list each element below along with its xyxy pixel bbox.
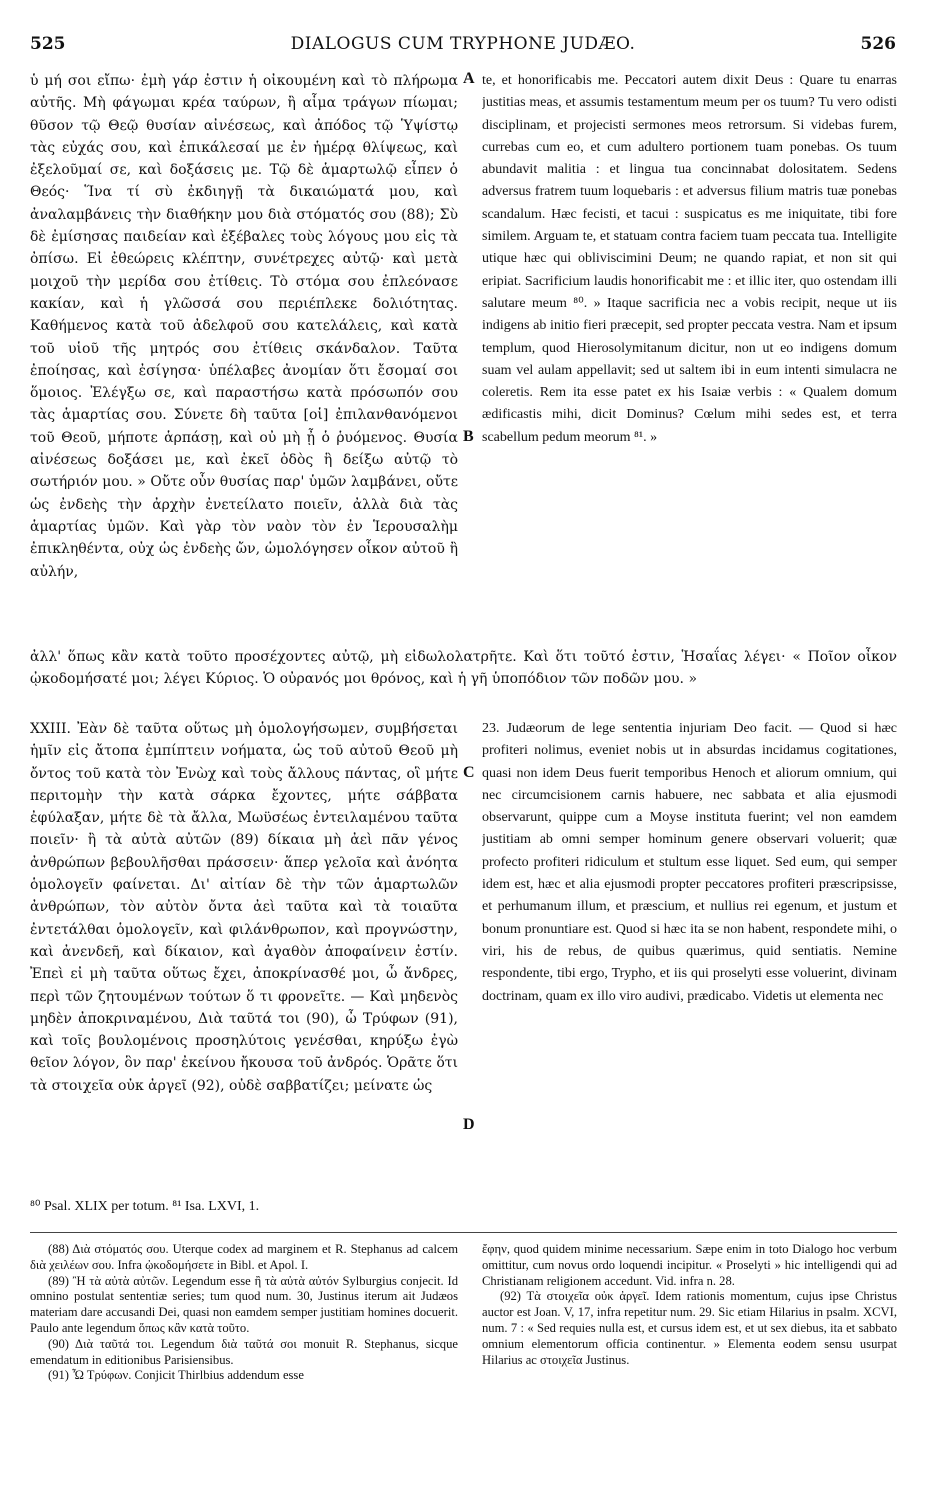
greek-column-top bbox=[30, 70, 458, 630]
running-title: DIALOGUS CUM TRYPHONE JUDÆO. bbox=[290, 34, 636, 54]
footnotes-left bbox=[30, 1242, 458, 1497]
footnote-91: (91) Ὦ Τρύφων. Conjicit Thirlbius addendum esse bbox=[48, 1368, 304, 1383]
greek-text-top: ὑ μή σοι εἴπω· ἐμὴ γάρ ἐστιν ἡ οἰκουμένη καὶ τὸ πλήρωμα αὐτῆς. Μὴ φάγωμαι κρέα ταύρων, ἢ αἷμα τράγων πίωμαι; θῦσον τῷ Θεῷ θυσίαν αἰνέσεως, καὶ ἀπόδος τῷ Ὑψίστῳ τὰς εὐχάς σου, καὶ ἐπικάλεσαί με ἐν ἡμέρᾳ θλίψεως, καὶ ἐξελοῦμαί σε, καὶ δοξάσεις με. Τῷ δὲ ἁμαρτωλῷ εἶπεν ὁ Θεός· Ἵνα τί σὺ ἐκδιηγῇ τὰ δικαιώματά μου, καὶ ἀναλαμβάνεις τὴν διαθήκην μου διὰ στόματός σου (88); Σὺ δὲ ἐμίσησας παιδείαν καὶ ἐξέβαλες τοὺς λόγους μου εἰς τὰ ὀπίσω. Εἰ ἐθεώρεις κλέπτην, συνέτρεχες αὐτῷ· καὶ μετὰ μοιχοῦ τὴν μερίδα σου ἐτίθεις. Τὸ στόμα σου ἐπλεόνασε κακίαν, καὶ ἡ γλῶσσά σου περιέπλεκε δολιότητας. Καθήμενος κατὰ τοῦ ἀδελφοῦ σου κατελάλεις, καὶ κατὰ τοῦ υἱοῦ τῆς μητρός σου ἐτίθεις σκάνδαλον. Ταῦτα ἐποίησας, καὶ ἐσίγησα· ὑπέλαβες ἀνομίαν ὅτι ἔσομαί σοι ὅμοιος. Ἐλέγξω σε, καὶ παραστήσω κατὰ πρόσωπόν σου τὰς ἁμαρτίας σου. Σύνετε δὴ ταῦτα [οἱ] ἐπιλανθανόμενοι τοῦ Θεοῦ, μήποτε ἁρπάσῃ, καὶ οὐ μὴ ᾖ ὁ ῥυόμενος. Θυσία αἰνέσεως δοξάσει με, καὶ ἐκεῖ ὁδὸς ἣ δείξω αὐτῷ τὸ σωτήριόν μου. » Οὔτε οὖν θυσίας παρ' ὑμῶν λαμβάνει, οὔτε ὡς ἐνδεὴς τὴν ἀρχὴν ἐνετείλατο ποιεῖν, ἀλλὰ διὰ τὰς ἁμαρτίας ὑμῶν. Καὶ γὰρ τὸν ναὸν τὸν ἐν Ἱερουσαλὴμ ἐπικληθέντα, οὐχ ὡς ἐνδεὴς ὤν, ὡμολόγησεν οἶκον αὐτοῦ ἢ αὐλήν, bbox=[30, 73, 458, 580]
footnote-91-continued: ἔφην, quod quidem minime necessarium. Sæpe enim in toto Dialogo hoc verbum omittitur, cum novus ordo loquendi incipitur. « Proselyti » hic intelligendi qui ad Christianam religionem accedunt. Vid. infra n. 28. bbox=[482, 1242, 897, 1288]
page-number-right: 526 bbox=[860, 34, 896, 54]
footnote-divider bbox=[30, 1232, 897, 1233]
margin-letter-a: A bbox=[463, 70, 475, 87]
greek-spanning-text bbox=[30, 646, 897, 712]
scripture-references: ⁸⁰ Psal. XLIX per totum. ⁸¹ Isa. LXVI, 1. bbox=[30, 1199, 260, 1214]
latin-text-top: te, et honorificabis me. Peccatori autem dixit Deus : Quare tu enarras justitias meas, et assumis testamentum meum per os tuum? Tu vero odisti disciplinam, et projecisti sermones meos retrorsum. Si videbas furem, currebas cum eo, et cum adultero portionem tuam ponebas. Os tuum abundavit malitia : et lingua tua concinnabat dolositatem. Sedens adversus fratrem tuum loquebaris : et adversus filium matris tuæ ponebas scandalum. Hæc fecisti, et tacui : suspicatus es me iniquitate, tibi fore similem. Arguam te, et statuam contra faciem tuam peccata tua. Intelligite utique hæc qui obliviscimini Deum; ne quando rapiat, et non sit qui eripiat. Sacrificium laudis honorificabit me : et illic iter, quo ostendam illi salutare meum ⁸⁰. » Itaque sacrificia nec a vobis recipit, neque ut iis indigens ab initio fieri præcepit, sed propter peccata vestra. Nam et ipsum templum, quod Hierosolymitanum dicitur, non ut eo indigens domum suam vel aulam appellavit; sed ut saltem ibi in eum intenti simulacra ne coleretis. Rem ita esse patet ex his Isaiæ verbis : « Qualem domum ædificastis mihi, dicit Dominus? Cœlum mihi sedes est, et terra scabellum pedum meorum ⁸¹. » bbox=[482, 73, 897, 445]
footnote-90: (90) Διὰ ταῦτά τοι. Legendum διὰ ταῦτά σοι monuit R. Stephanus, sicque emendatum in editionibus Parisiensibus. bbox=[30, 1336, 458, 1367]
latin-column-top bbox=[482, 70, 897, 630]
margin-letter-d: D bbox=[463, 1116, 475, 1133]
latin-text-ch23: 23. Judæorum de lege sententia injuriam Deo facit. — Quod si hæc profiteri nolimus, eveniet nobis ut in absurdas incidamus cogitationes, quasi non idem Deus fuerit temporibus Henoch et aliorum omnium, qui nec circumcisionem carnis habuere, nec sabbata et alia ejusmodi observarunt, quippe cum a Moyse instituta fuerint; vel non eamdem justitiam ab omni semper hominum genere observari voluerit; quæ profecto profiteri ridiculum et stultum esse liquet. Sed eum, qui semper idem est, hæc et alia ejusmodi propter peccatores profiteri præscripsisse, et perhumanum illum, et præscium, et nullius rei egenum, et justum et bonum pronuntiare est. Quod si hæc ita se non habent, respondete mihi, o viri, his de rebus, de quibus quærimus, quid sentiatis. Nemine respondente, tibi ergo, Trypho, et iis qui proselyti esse voluerint, divinam doctrinam, quam ex illo viro audivi, prædicabo. Videtis ut elementa nec bbox=[482, 721, 897, 1004]
page-header bbox=[30, 34, 896, 64]
footnote-88: (88) Διὰ στόματός σου. Uterque codex ad marginem et R. Stephanus ad calcem διὰ χειλέων σου. Infra ᾠκοδομήσετε in Bibl. et Apol. I. bbox=[30, 1242, 458, 1272]
greek-text-ch23: XXIII. Ἐὰν δὲ ταῦτα οὕτως μὴ ὁμολογήσωμεν, συμβήσεται ἡμῖν εἰς ἄτοπα ἐμπίπτειν νοήματα, ὡς τοῦ αὐτοῦ Θεοῦ μὴ ὄντος τοῦ κατὰ τὸν Ἐνὼχ καὶ τοὺς ἄλλους πάντας, οἳ μήτε περιτομὴν τὴν κατὰ σάρκα ἔχοντες, μήτε σάββατα ἐφύλαξαν, μήτε δὲ τὰ ἄλλα, Μωϋσέως ἐντειλαμένου ταῦτα ποιεῖν· ἢ τὰ αὐτὰ αὐτῶν (89) δίκαια μὴ ἀεὶ πᾶν γένος ἀνθρώπων βεβουλῆσθαι πράσσειν· ἅπερ γελοῖα καὶ ἀνόητα ὁμολογεῖν φαίνεται. Δι' αἰτίαν δὲ τὴν τῶν ἁμαρτωλῶν ἀνθρώπων, τὸν αὐτὸν ὄντα ἀεὶ ταῦτα καὶ τὰ τοιαῦτα ἐντετάλθαι ὁμολογεῖν, καὶ φιλάνθρωπον, καὶ προγνώστην, καὶ ἀνενδεῆ, καὶ δίκαιον, καὶ ἀγαθὸν ἀποφαίνειν ἐστίν. Ἐπεὶ εἰ μὴ ταῦτα οὕτως ἔχει, ἀποκρίνασθέ μοι, ὦ ἄνδρες, περὶ τῶν ζητουμένων τούτων ὅ τι φρονεῖτε. — Καὶ μηδενὸς μηδὲν ἀποκριναμένου, Διὰ ταῦτά τοι (90), ὦ Τρύφων (91), καὶ τοῖς βουλομένοις προσηλύτοις γενέσθαι, κηρύξω ἐγὼ θεῖον λόγον, ὃν παρ' ἐκείνου ἤκουσα τοῦ ἀνδρός. Ὁρᾶτε ὅτι τὰ στοιχεῖα οὐκ ἀργεῖ (92), οὐδὲ σαββατίζει; μείνατε ὡς bbox=[30, 721, 458, 1094]
page-number-left: 525 bbox=[30, 34, 66, 54]
footnotes-right bbox=[482, 1242, 897, 1497]
greek-column-ch23 bbox=[30, 718, 458, 1178]
margin-letter-b: B bbox=[463, 428, 474, 445]
margin-letter-c: C bbox=[463, 764, 475, 781]
footnote-92: (92) Τὰ στοιχεῖα οὐκ ἀργεῖ. Idem rationis momentum, cujus ipse Christus auctor est Joan. V, 17, infra repetitur num. 29. Sic etiam Hilarius in psalm. XCVI, num. 7 : « Sed requies nulla est, et cursus idem est, et ut sex diebus, ita et sabbato omnium elementorum officia continentur. » Elementa eodem sensu usurpat Hilarius ac στοιχεῖα Justinus. bbox=[482, 1289, 897, 1367]
footnote-89: (89) Ἢ τὰ αὐτὰ αὐτῶν. Legendum esse ἢ τὰ αὐτὰ αὐτόν Sylburgius conjecit. Id omnino postulat sententiæ series; tum quod num. 30, Justinus iterum ait Judæos materiam dare accusandi Dei, quasi non eamdem semper justitiam homines docuerit. Paulo ante legendum ὅπως κἂν κατὰ τοῦτο. bbox=[30, 1273, 458, 1335]
greek-span-text: ἀλλ' ὅπως κἂν κατὰ τοῦτο προσέχοντες αὐτῷ, μὴ εἰδωλολατρῆτε. Καὶ ὅτι τοῦτό ἐστιν, Ἡσαΐας λέγει· « Ποῖον οἶκον ᾠκοδομήσατέ μοι; λέγει Κύριος. Ὁ οὐρανός μοι θρόνος, καὶ ἡ γῆ ὑποπόδιον τῶν ποδῶν μου. » bbox=[30, 649, 897, 688]
latin-column-ch23 bbox=[482, 718, 897, 1178]
